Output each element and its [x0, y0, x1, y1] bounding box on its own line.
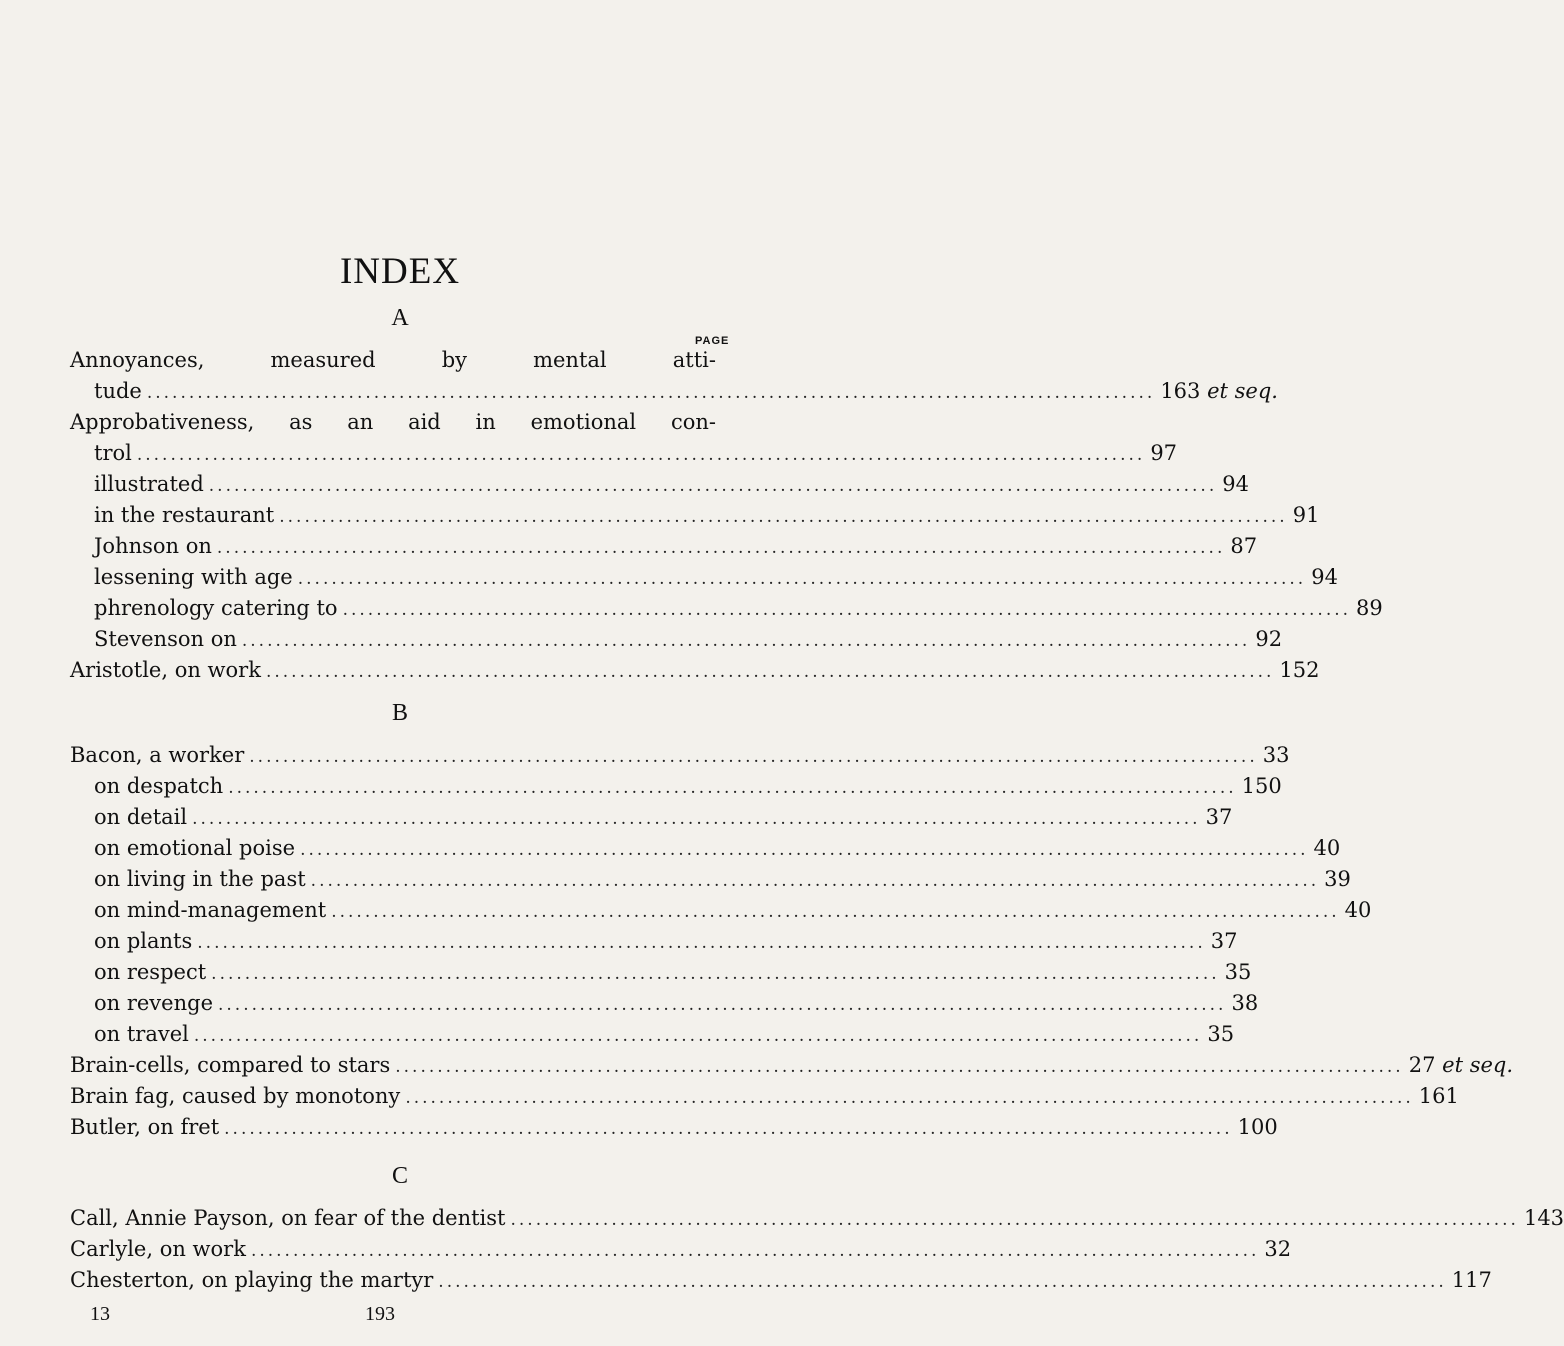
page-number-ref: 37	[1210, 929, 1238, 953]
page-title: INDEX	[339, 251, 461, 292]
entry-word: an	[347, 410, 374, 434]
page-number-ref: 35	[1224, 960, 1252, 984]
leader-dots: ........................................................................................................................	[241, 631, 1251, 651]
entry-page-ref	[1211, 926, 1238, 957]
page-number-ref: 97	[1150, 441, 1178, 465]
entry-page-ref	[1293, 500, 1320, 531]
entry-page-ref	[1225, 957, 1252, 988]
leader-dots: ........................................................................................................................	[249, 747, 1258, 767]
entry-page-ref	[1263, 740, 1290, 771]
entry-word: emotional	[530, 410, 637, 434]
entry-text: Butler, on fret	[70, 1115, 220, 1139]
leader-dots: ........................................................................................................................	[331, 902, 1340, 922]
entry-page-ref	[1345, 895, 1372, 926]
entry-page-ref	[1311, 562, 1338, 593]
index-subentry	[70, 531, 1258, 562]
index-subentry	[70, 593, 1383, 624]
entry-page-ref	[1279, 655, 1319, 686]
et-seq-marker: et	[1442, 1053, 1464, 1077]
entry-text: illustrated	[94, 472, 204, 496]
entry-text: on plants	[94, 929, 193, 953]
entry-text: Bacon, a worker	[70, 743, 245, 767]
page-number-ref: 40	[1313, 836, 1341, 860]
index-entry	[70, 1050, 1514, 1081]
page-number-ref: 87	[1230, 534, 1258, 558]
leader-dots: ........................................................................................................................	[197, 933, 1206, 953]
entry-word: aid	[408, 410, 441, 434]
page-number-ref: 163	[1160, 379, 1201, 403]
index-entry	[70, 740, 1290, 771]
index-entry	[70, 1203, 1564, 1234]
leader-dots: ........................................................................................................................	[250, 1241, 1260, 1261]
page-number-ref: 38	[1231, 991, 1259, 1015]
entry-page-ref	[1452, 1265, 1492, 1296]
entry-text: Johnson on	[94, 534, 212, 558]
entry-word: by	[441, 348, 467, 372]
index-subentry	[70, 864, 1351, 895]
section-b-entries	[70, 740, 1514, 1143]
entry-page-ref	[1231, 988, 1258, 1019]
entry-page-ref	[1238, 1112, 1278, 1143]
index-entry-heading	[70, 407, 716, 438]
leader-dots: ........................................................................................................................	[510, 1210, 1519, 1230]
index-subentry	[70, 988, 1259, 1019]
entry-page-ref	[1409, 1050, 1513, 1081]
leader-dots: ........................................................................................................................	[211, 964, 1220, 984]
section-letter-a: A	[391, 305, 409, 331]
index-subentry	[70, 957, 1252, 988]
entry-text: on respect	[94, 960, 207, 984]
page-number-ref: 94	[1222, 472, 1249, 496]
entry-text: Chesterton, on playing the martyr	[70, 1268, 434, 1292]
leader-dots: ........................................................................................................................	[136, 445, 1146, 465]
page-number-ref: 91	[1292, 503, 1320, 527]
entry-page-ref	[1324, 864, 1351, 895]
et-seq-marker: seq.	[1469, 1053, 1514, 1077]
entry-word: mental	[533, 348, 607, 372]
entry-word: con-	[670, 410, 716, 434]
leader-dots: ........................................................................................................................	[279, 507, 1288, 527]
page-number-ref: 161	[1418, 1084, 1459, 1108]
entry-page-ref	[1356, 593, 1383, 624]
page-number-ref: 150	[1241, 774, 1282, 798]
entry-text: on living in the past	[94, 867, 306, 891]
leader-dots: ........................................................................................................................	[228, 778, 1237, 798]
entry-text: tude	[94, 379, 142, 403]
entry-word: Annoyances,	[70, 348, 205, 372]
leader-dots: ........................................................................................................................	[405, 1088, 1414, 1108]
leader-dots: ........................................................................................................................	[192, 809, 1201, 829]
section-a-entries	[70, 345, 1383, 686]
page-number-ref: 27	[1408, 1053, 1436, 1077]
entry-text: on despatch	[94, 774, 224, 798]
leader-dots: ........................................................................................................................	[218, 995, 1227, 1015]
leader-dots: ........................................................................................................................	[193, 1026, 1203, 1046]
entry-text: Carlyle, on work	[70, 1237, 246, 1261]
entry-text	[70, 407, 716, 438]
page-number-ref: 94	[1311, 565, 1338, 589]
entry-word: in	[475, 410, 496, 434]
leader-dots: ........................................................................................................................	[297, 569, 1307, 589]
entry-page-ref	[1222, 469, 1249, 500]
section-letter-c: C	[391, 1163, 408, 1189]
page-number-ref: 32	[1264, 1237, 1292, 1261]
page-number-ref: 39	[1324, 867, 1351, 891]
entry-word: Approbativeness,	[70, 410, 255, 434]
entry-page-ref	[1524, 1203, 1564, 1234]
section-letter-b: B	[391, 700, 408, 726]
index-entry	[70, 655, 1320, 686]
leader-dots: ........................................................................................................................	[216, 538, 1226, 558]
leader-dots: ........................................................................................................................	[265, 662, 1275, 682]
index-subentry	[70, 500, 1320, 531]
et-seq-marker: et	[1207, 379, 1228, 403]
leader-dots: ........................................................................................................................	[224, 1119, 1233, 1139]
index-subentry	[70, 1019, 1235, 1050]
page-number-ref: 92	[1255, 627, 1283, 651]
entry-text: Call, Annie Payson, on fear of the dentist	[70, 1206, 506, 1230]
entry-page-ref	[1314, 833, 1341, 864]
signature-mark: 13	[90, 1303, 110, 1325]
index-entry	[70, 1112, 1278, 1143]
index-entry	[70, 1081, 1459, 1112]
et-seq-marker: seq.	[1234, 379, 1278, 403]
leader-dots: ........................................................................................................................	[310, 871, 1320, 891]
leader-dots: ........................................................................................................................	[208, 476, 1218, 496]
page-number-ref: 40	[1344, 898, 1372, 922]
entry-text: Brain-cells, compared to stars	[70, 1053, 391, 1077]
entry-text	[70, 345, 716, 376]
page-number-ref: 35	[1207, 1022, 1235, 1046]
page-number: 193	[365, 1303, 395, 1325]
page-number-ref: 117	[1451, 1268, 1492, 1292]
entry-text: lessening with age	[94, 565, 293, 589]
entry-word: measured	[270, 348, 376, 372]
leader-dots: ........................................................................................................................	[146, 383, 1156, 403]
entry-text: Aristotle, on work	[70, 658, 261, 682]
index-entry-heading	[70, 345, 716, 376]
index-subentry	[70, 833, 1341, 864]
index-subentry	[70, 624, 1283, 655]
index-subentry	[70, 469, 1249, 500]
page-number-ref: 37	[1205, 805, 1233, 829]
index-subentry	[70, 926, 1238, 957]
entry-page-ref	[1207, 1019, 1234, 1050]
page-column-label: PAGE	[695, 335, 730, 347]
entry-text: Brain fag, caused by monotony	[70, 1084, 401, 1108]
entry-text: on emotional poise	[94, 836, 296, 860]
section-c-entries	[70, 1203, 1564, 1296]
entry-text: in the restaurant	[94, 503, 275, 527]
entry-text: on travel	[94, 1022, 189, 1046]
index-subentry	[70, 562, 1338, 593]
entry-page-ref	[1255, 624, 1282, 655]
page-number-ref: 89	[1356, 596, 1383, 620]
entry-page-ref	[1242, 771, 1282, 802]
entry-text: on mind-management	[94, 898, 327, 922]
entry-word: atti-	[672, 348, 716, 372]
entry-word: as	[289, 410, 313, 434]
entry-text: on detail	[94, 805, 188, 829]
index-subentry	[70, 802, 1233, 833]
leader-dots: ........................................................................................................................	[300, 840, 1309, 860]
index-subentry	[70, 438, 1178, 469]
entry-page-ref	[1264, 1234, 1291, 1265]
page-number-ref: 152	[1279, 658, 1320, 682]
index-entry	[70, 1234, 1292, 1265]
entry-page-ref	[1206, 802, 1233, 833]
page-number-ref: 33	[1262, 743, 1290, 767]
entry-text: Stevenson on	[94, 627, 237, 651]
index-subentry	[70, 771, 1282, 802]
entry-text: phrenology catering to	[94, 596, 338, 620]
leader-dots: ........................................................................................................................	[438, 1272, 1447, 1292]
entry-page-ref	[1230, 531, 1257, 562]
index-subentry	[70, 895, 1372, 926]
leader-dots: ........................................................................................................................	[395, 1057, 1404, 1077]
entry-text: trol	[94, 441, 132, 465]
entry-text: on revenge	[94, 991, 213, 1015]
entry-page-ref	[1150, 438, 1177, 469]
page-number-ref: 100	[1237, 1115, 1278, 1139]
index-entry	[70, 1265, 1492, 1296]
page-number-ref: 143	[1523, 1206, 1564, 1230]
entry-page-ref	[1160, 376, 1278, 407]
leader-dots: ........................................................................................................................	[342, 600, 1352, 620]
entry-page-ref	[1419, 1081, 1459, 1112]
index-subentry	[70, 376, 1278, 407]
